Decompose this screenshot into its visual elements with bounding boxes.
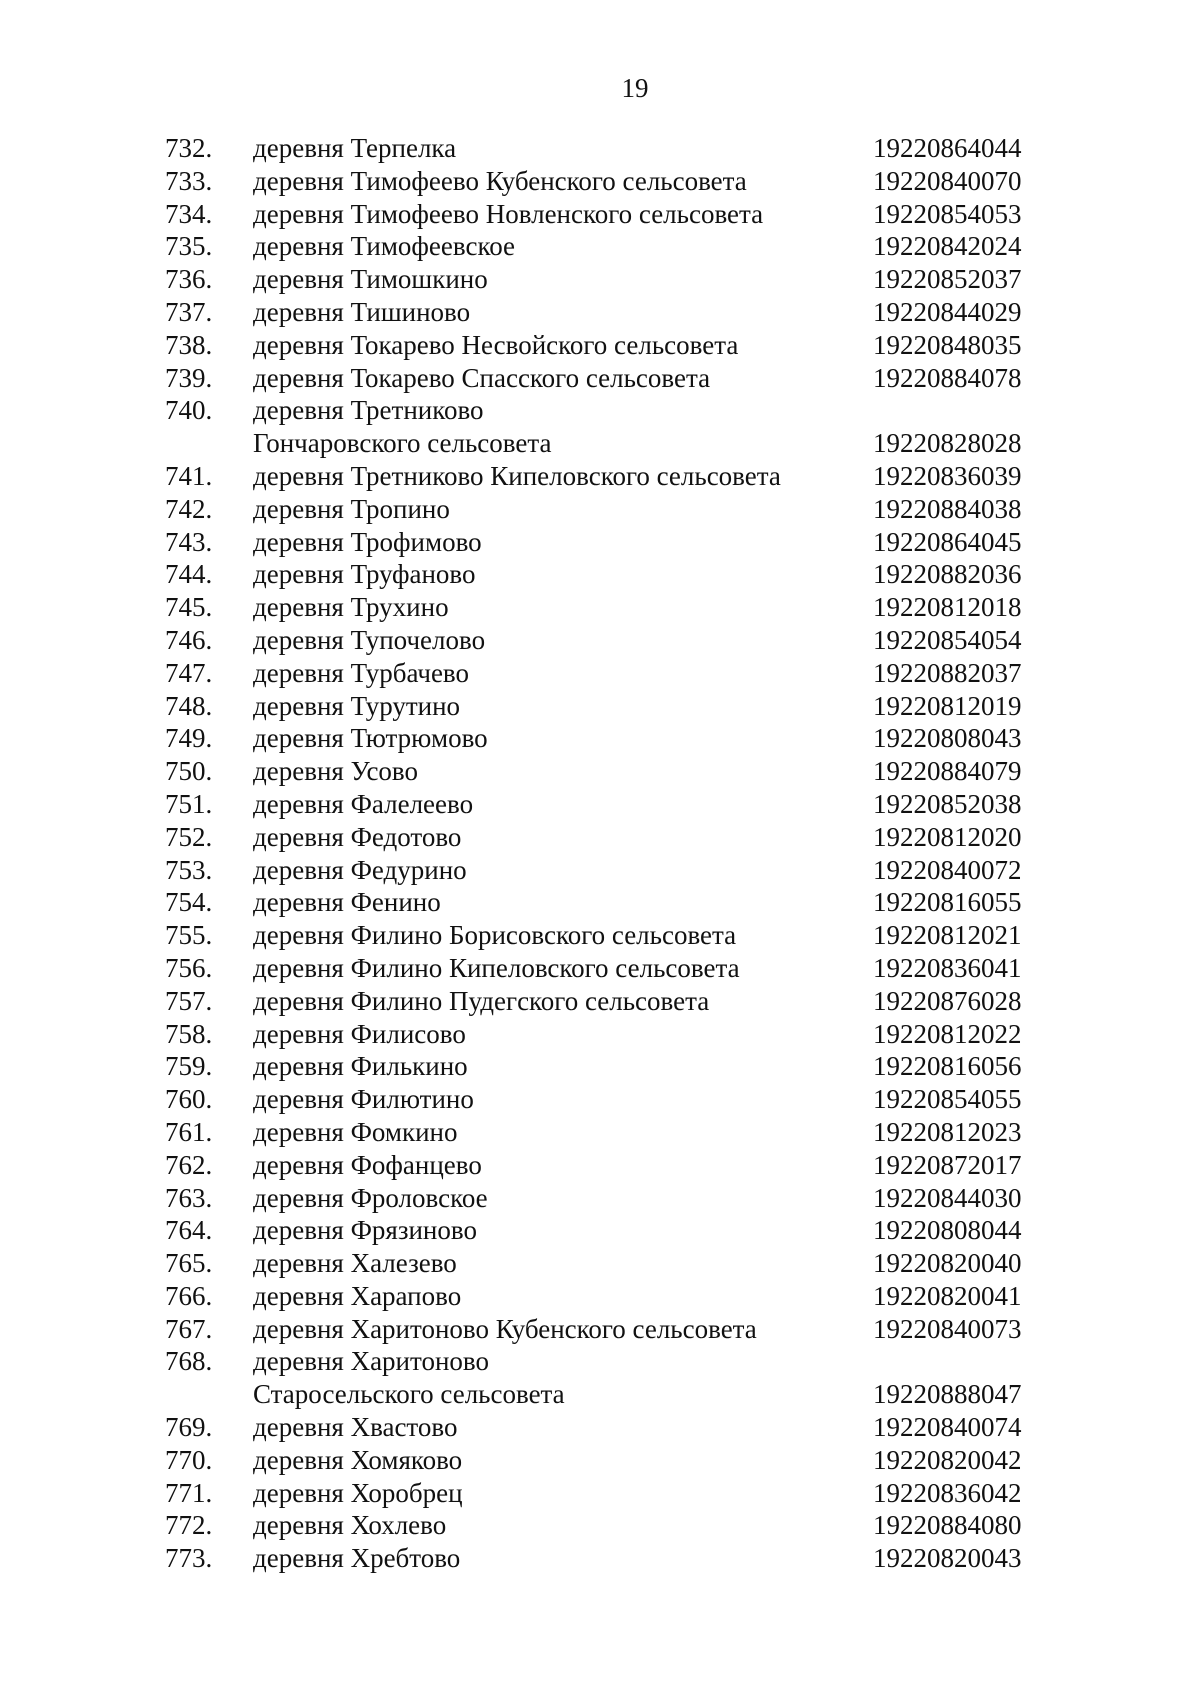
entry-number: 771. [165, 1477, 213, 1508]
list-item [0, 526, 1200, 559]
list-item [0, 1083, 1200, 1116]
entry-name-line: деревня Хребтово [253, 1543, 461, 1574]
entry-code: 19220816055 [873, 887, 1022, 918]
entry-code: 19220852038 [873, 788, 1022, 819]
entry-name-line: деревня Харапово [253, 1280, 462, 1311]
entry-name-line: деревня Халезево [253, 1248, 457, 1279]
entry-name [253, 1477, 463, 1510]
entry-code: 19220820043 [873, 1543, 1022, 1574]
entry-name-line: деревня Трофимово [253, 526, 482, 557]
entry-name [253, 493, 450, 526]
list-item [0, 854, 1200, 887]
list-item [0, 657, 1200, 690]
list-item [0, 296, 1200, 329]
entry-number: 765. [165, 1248, 213, 1279]
entry-number: 745. [165, 592, 213, 623]
entry-code: 19220854054 [873, 624, 1022, 655]
entry-name-line: деревня Токарево Несвойского сельсовета [253, 329, 739, 360]
entry-name-line: деревня Фенино [253, 887, 441, 918]
settlement-list [0, 132, 1200, 1575]
entry-name [253, 132, 456, 165]
entry-number: 761. [165, 1116, 213, 1147]
list-item [0, 1542, 1200, 1575]
list-item [0, 821, 1200, 854]
entry-name-line: деревня Тишиново [253, 296, 471, 327]
entry-code: 19220812020 [873, 821, 1022, 852]
entry-number: 755. [165, 920, 213, 951]
entry-name-line: деревня Трухино [253, 592, 449, 623]
entry-code: 19220820041 [873, 1280, 1022, 1311]
entry-code: 19220884038 [873, 493, 1022, 524]
entry-code: 19220812021 [873, 920, 1022, 951]
list-item [0, 1345, 1200, 1411]
entry-number: 733. [165, 165, 213, 196]
entry-code: 19220812019 [873, 690, 1022, 721]
entry-code: 19220844030 [873, 1182, 1022, 1213]
entry-name [253, 329, 738, 362]
entry-number: 772. [165, 1510, 213, 1541]
entry-code: 19220812022 [873, 1018, 1022, 1049]
entry-name [253, 755, 418, 788]
entry-name [253, 952, 740, 985]
entry-name [253, 1444, 462, 1477]
entry-name-line: деревня Третниково Кипеловского сельсовета [253, 460, 781, 491]
entry-name [253, 1116, 458, 1149]
entry-name [253, 296, 470, 329]
entry-number: 743. [165, 526, 213, 557]
entry-name-line: деревня Терпелка [253, 133, 457, 163]
list-item [0, 558, 1200, 591]
entry-number: 735. [165, 231, 213, 262]
entry-name-line: деревня Харитоново Кубенского сельсовета [253, 1313, 757, 1344]
entry-name-line: деревня Турутино [253, 690, 461, 721]
entry-name-line: деревня Тимофеево Новленского сельсовета [253, 198, 764, 229]
entry-code: 19220882036 [873, 559, 1022, 590]
entry-name [253, 526, 482, 559]
entry-number: 740. [165, 395, 213, 426]
list-item [0, 919, 1200, 952]
entry-number: 770. [165, 1444, 213, 1475]
entry-code: 19220840070 [873, 165, 1022, 196]
entry-number: 747. [165, 657, 213, 688]
entry-name-line: деревня Филино Борисовского сельсовета [253, 920, 737, 951]
entry-code: 19220840072 [873, 854, 1022, 885]
entry-code: 19220848035 [873, 329, 1022, 360]
entry-name-line: деревня Филино Кипеловского сельсовета [253, 952, 740, 983]
entry-name-line: деревня Фалелеево [253, 788, 474, 819]
list-item [0, 362, 1200, 395]
entry-name [253, 1509, 446, 1542]
entry-code: 19220872017 [873, 1149, 1022, 1180]
entry-code: 19220884080 [873, 1510, 1022, 1541]
entry-number: 750. [165, 756, 213, 787]
entry-code: 19220884079 [873, 756, 1022, 787]
list-item [0, 1018, 1200, 1051]
entry-code: 19220884078 [873, 362, 1022, 393]
entry-number: 738. [165, 329, 213, 360]
entry-name-line: деревня Фофанцево [253, 1149, 482, 1180]
entry-number: 734. [165, 198, 213, 229]
list-item [0, 1247, 1200, 1280]
entry-name [253, 263, 488, 296]
entry-name [253, 558, 476, 591]
entry-code: 19220882037 [873, 657, 1022, 688]
list-item [0, 460, 1200, 493]
entry-name-line: деревня Тупочелово [253, 624, 486, 655]
entry-code: 19220816056 [873, 1051, 1022, 1082]
entry-name [253, 362, 710, 395]
entry-code: 19220840073 [873, 1313, 1022, 1344]
entry-code: 19220828028 [873, 428, 1022, 459]
entry-name [253, 690, 460, 723]
entry-name-line: деревня Тимошкино [253, 264, 488, 295]
list-item [0, 132, 1200, 165]
entry-name-line: деревня Фрязиново [253, 1215, 477, 1246]
entry-code: 19220844029 [873, 296, 1022, 327]
entry-code: 19220852037 [873, 264, 1022, 295]
entry-code: 19220808044 [873, 1215, 1022, 1246]
list-item [0, 886, 1200, 919]
entry-number: 764. [165, 1215, 213, 1246]
entry-name [253, 1313, 757, 1346]
entry-name [253, 591, 449, 624]
entry-name [253, 1149, 482, 1182]
entry-code: 19220808043 [873, 723, 1022, 754]
entry-number: 739. [165, 362, 213, 393]
entry-number: 737. [165, 296, 213, 327]
entry-name [253, 821, 461, 854]
entry-name-line: деревня Тютрюмово [253, 723, 488, 754]
entry-name [253, 1214, 477, 1247]
entry-number: 741. [165, 460, 213, 491]
entry-name-line: деревня Хохлево [253, 1510, 447, 1541]
entry-name [253, 394, 551, 460]
entry-name-line: деревня Филино Пудегского сельсовета [253, 985, 710, 1016]
list-item [0, 263, 1200, 296]
entry-number: 769. [165, 1412, 213, 1443]
entry-name-line: деревня Тимофеевское [253, 231, 516, 262]
entry-number: 732. [165, 133, 213, 163]
entry-name-line: деревня Токарево Спасского сельсовета [253, 362, 711, 393]
entry-number: 763. [165, 1182, 213, 1213]
entry-name [253, 165, 747, 198]
page-number: 19 [621, 73, 649, 103]
entry-name [253, 985, 709, 1018]
list-item [0, 329, 1200, 362]
list-item [0, 1313, 1200, 1346]
list-item [0, 1214, 1200, 1247]
list-item [0, 591, 1200, 624]
entry-name [253, 886, 441, 919]
entry-number: 751. [165, 788, 213, 819]
entry-code: 19220876028 [873, 985, 1022, 1016]
entry-code: 19220812023 [873, 1116, 1022, 1147]
list-item [0, 1444, 1200, 1477]
entry-name-line: деревня Хоробрец [253, 1477, 463, 1508]
entry-number: 742. [165, 493, 213, 524]
entry-name [253, 198, 763, 231]
entry-code: 19220840074 [873, 1412, 1022, 1443]
entry-name-line: деревня Хомяково [253, 1444, 463, 1475]
entry-code: 19220864044 [873, 133, 1022, 163]
entry-name [253, 1280, 461, 1313]
entry-number: 746. [165, 624, 213, 655]
entry-name [253, 657, 469, 690]
entry-name-line: деревня Фомкино [253, 1116, 458, 1147]
entry-name-continuation: Гончаровского сельсовета [253, 428, 552, 459]
entry-number: 760. [165, 1084, 213, 1115]
entry-number: 762. [165, 1149, 213, 1180]
entry-name-line: деревня Труфаново [253, 559, 476, 590]
entry-name-line: деревня Тимофеево Кубенского сельсовета [253, 165, 747, 196]
list-item [0, 624, 1200, 657]
entry-name-line: деревня Хвастово [253, 1412, 458, 1443]
entry-number: 754. [165, 887, 213, 918]
entry-number: 768. [165, 1346, 213, 1377]
entry-name [253, 1411, 457, 1444]
entry-name [253, 624, 485, 657]
list-item [0, 722, 1200, 755]
entry-name-line: деревня Федотово [253, 821, 462, 852]
entry-number: 748. [165, 690, 213, 721]
entry-code: 19220854053 [873, 198, 1022, 229]
list-item [0, 165, 1200, 198]
entry-number: 758. [165, 1018, 213, 1049]
list-item [0, 985, 1200, 1018]
entry-name-line: деревня Тропино [253, 493, 450, 524]
list-item [0, 1411, 1200, 1444]
entry-code: 19220836041 [873, 952, 1022, 983]
entry-name [253, 1542, 460, 1575]
entry-number: 744. [165, 559, 213, 590]
list-item [0, 198, 1200, 231]
entry-name [253, 1345, 565, 1411]
entry-name [253, 1083, 474, 1116]
entry-code: 19220820042 [873, 1444, 1022, 1475]
list-item [0, 394, 1200, 460]
entry-code: 19220842024 [873, 231, 1022, 262]
entry-number: 766. [165, 1280, 213, 1311]
list-item [0, 1280, 1200, 1313]
list-item [0, 1050, 1200, 1083]
list-item [0, 1149, 1200, 1182]
entry-name [253, 1018, 466, 1051]
list-item [0, 788, 1200, 821]
entry-code: 19220864045 [873, 526, 1022, 557]
entry-number: 759. [165, 1051, 213, 1082]
entry-name-line: деревня Федурино [253, 854, 467, 885]
entry-name-continuation: Старосельского сельсовета [253, 1379, 565, 1410]
entry-code: 19220888047 [873, 1379, 1022, 1410]
entry-name [253, 460, 781, 493]
list-item [0, 1477, 1200, 1510]
entry-code: 19220812018 [873, 592, 1022, 623]
entry-name-line: деревня Фроловское [253, 1182, 488, 1213]
list-item [0, 952, 1200, 985]
entry-name [253, 1050, 468, 1083]
entry-name [253, 854, 467, 887]
entry-code: 19220836042 [873, 1477, 1022, 1508]
entry-number: 749. [165, 723, 213, 754]
list-item [0, 755, 1200, 788]
entry-name [253, 788, 473, 821]
entry-name-line: деревня Харитоново [253, 1346, 489, 1377]
entry-number: 767. [165, 1313, 213, 1344]
entry-name-line: деревня Филькино [253, 1051, 468, 1082]
entry-number: 753. [165, 854, 213, 885]
list-item [0, 230, 1200, 263]
entry-name [253, 1247, 457, 1280]
list-item [0, 1182, 1200, 1215]
list-item [0, 493, 1200, 526]
entry-code: 19220820040 [873, 1248, 1022, 1279]
entry-name-line: деревня Филисово [253, 1018, 466, 1049]
entry-name-line: деревня Третниково [253, 395, 484, 426]
entry-name [253, 230, 515, 263]
entry-code: 19220836039 [873, 460, 1022, 491]
list-item [0, 1509, 1200, 1542]
entry-name [253, 1182, 488, 1215]
entry-number: 756. [165, 952, 213, 983]
entry-name [253, 722, 488, 755]
entry-name [253, 919, 736, 952]
entry-number: 757. [165, 985, 213, 1016]
entry-name-line: деревня Филютино [253, 1084, 474, 1115]
list-item [0, 1116, 1200, 1149]
entry-code: 19220854055 [873, 1084, 1022, 1115]
entry-name-line: деревня Усово [253, 756, 418, 787]
entry-name-line: деревня Турбачево [253, 657, 469, 688]
entry-number: 773. [165, 1543, 213, 1574]
list-item [0, 690, 1200, 723]
entry-number: 752. [165, 821, 213, 852]
entry-number: 736. [165, 264, 213, 295]
